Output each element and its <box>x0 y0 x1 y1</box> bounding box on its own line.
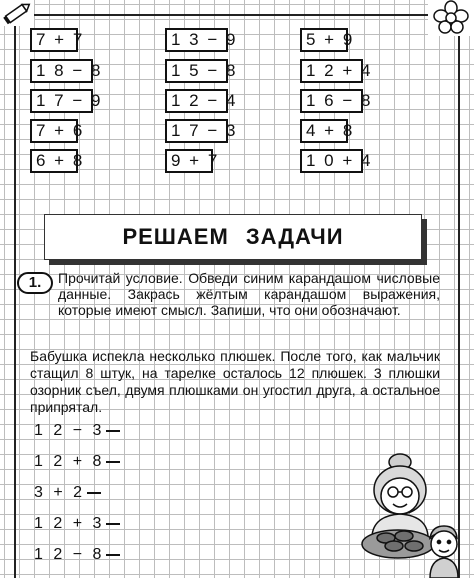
answer-blank <box>106 461 120 463</box>
expression-box: 6 + 8 <box>30 149 78 173</box>
answer-blank <box>106 554 120 556</box>
pencil-icon <box>0 0 34 26</box>
page-left-border <box>14 0 16 578</box>
page-top-border <box>14 14 460 16</box>
task-story: Бабушка испекла несколько плюшек. После того, как мальчик стащил 8 штук, на тарелке осталось 12 плюшек. 3 плюшки озорник съел, двумя плюшками он угостил друга, а остальное припрятал. <box>30 348 440 415</box>
expression-text: 1 2 + 3 <box>34 515 105 532</box>
flower-icon <box>428 0 474 36</box>
answer-blank <box>106 523 120 525</box>
expression-text: 1 2 − 8 <box>34 546 105 563</box>
task-expression <box>34 422 120 440</box>
expression-text: 3 + 2 <box>34 484 86 501</box>
expression-box: 5 + 9 <box>300 28 348 52</box>
boy-illustration <box>430 526 458 578</box>
expression-box: 1 7 − 3 <box>165 119 228 143</box>
expression-text: 1 2 + 8 <box>34 453 105 470</box>
expression-box: 1 3 − 9 <box>165 28 228 52</box>
expression-box: 1 8 − 8 <box>30 59 93 83</box>
expression-box: 7 + 7 <box>30 28 78 52</box>
task-expression <box>34 484 101 502</box>
task-number-badge: 1. <box>17 272 53 294</box>
task-expression <box>34 453 120 471</box>
grandma-with-pies-illustration <box>360 452 460 578</box>
task-expression <box>34 515 120 533</box>
expression-box: 1 7 − 9 <box>30 89 93 113</box>
task-expression <box>34 546 120 564</box>
expression-box: 1 5 − 8 <box>165 59 228 83</box>
expression-box: 7 + 6 <box>30 119 78 143</box>
section-title: РЕШАЕМ ЗАДАЧИ <box>44 214 422 260</box>
expression-text: 1 2 − 3 <box>34 422 105 439</box>
expression-box: 9 + 7 <box>165 149 213 173</box>
answer-blank <box>106 430 120 432</box>
answer-blank <box>87 492 101 494</box>
expression-box: 1 6 − 8 <box>300 89 363 113</box>
expression-box: 1 0 + 4 <box>300 149 363 173</box>
expression-box: 1 2 + 4 <box>300 59 363 83</box>
task-instruction: Прочитай условие. Обведи синим карандашом числовые данные. Закрась жёлтым карандашом выражения, которые имеют смысл. Запиши, что они обозначают. <box>58 270 440 318</box>
expression-box: 1 2 − 4 <box>165 89 228 113</box>
expression-box: 4 + 8 <box>300 119 348 143</box>
